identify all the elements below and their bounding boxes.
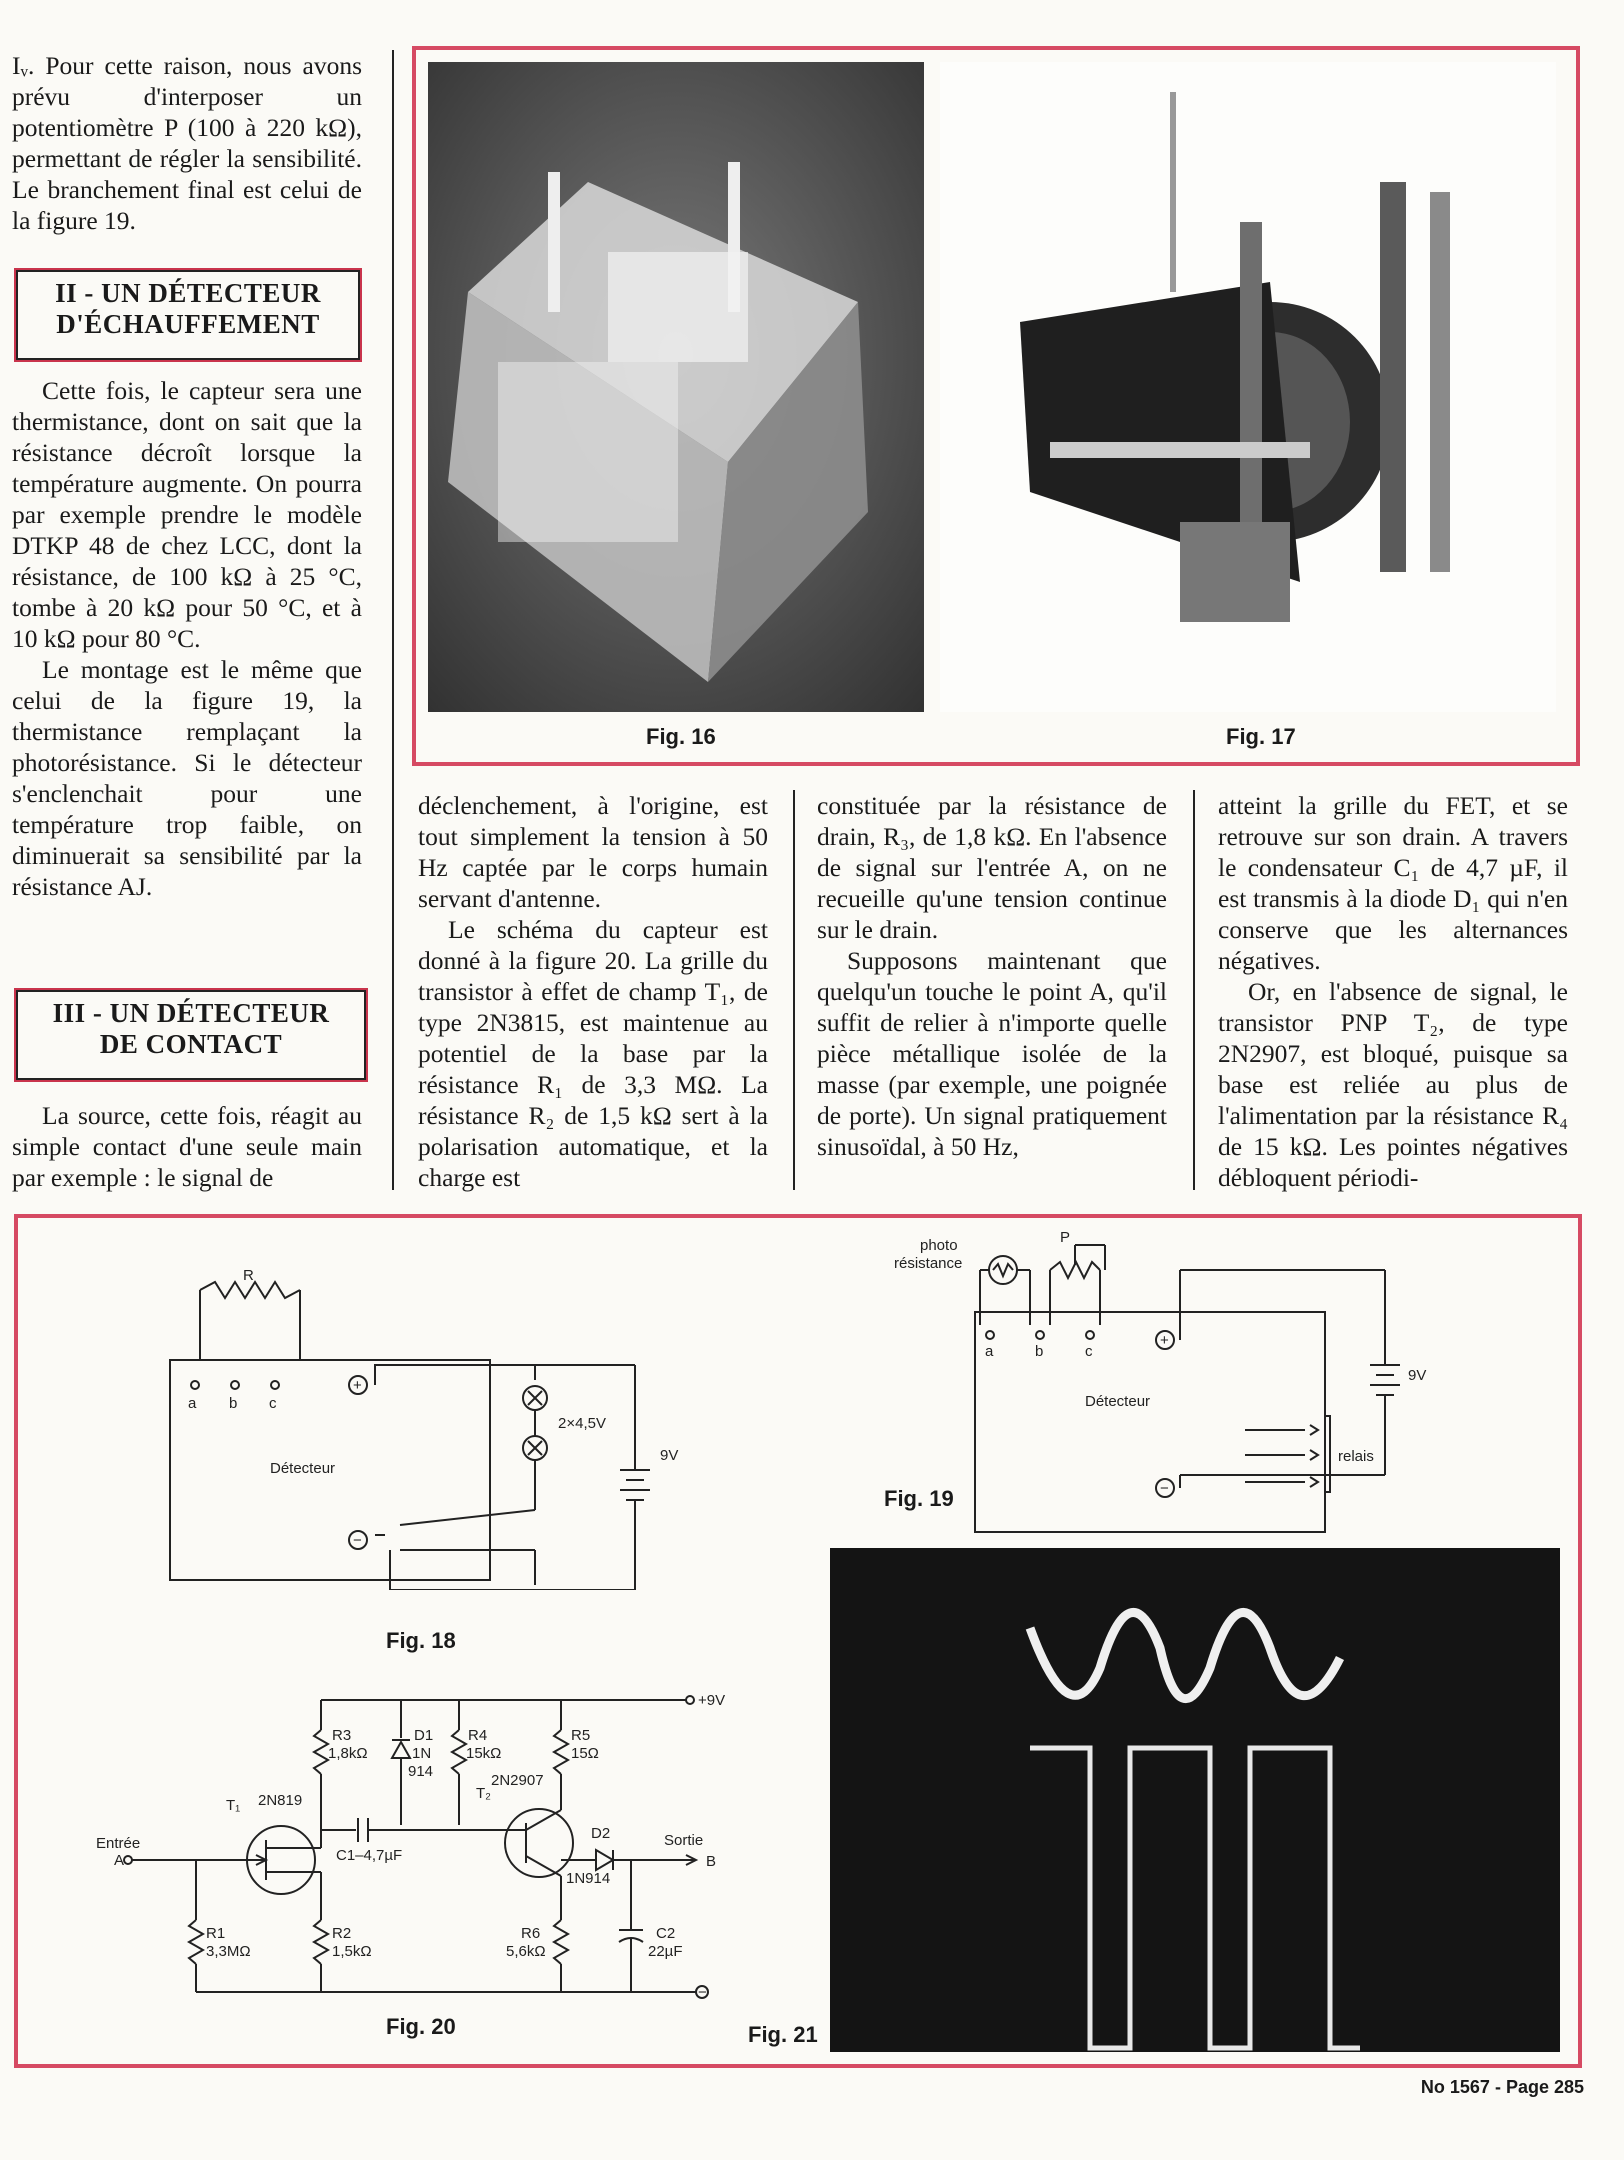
fig19-p-label: P xyxy=(1060,1230,1071,1246)
fig20-schematic xyxy=(96,1680,736,2020)
fig16-relay-photo xyxy=(428,62,924,712)
fig20-r5-label: R5 xyxy=(571,1727,591,1744)
fig20-r3-value: 1,8kΩ xyxy=(328,1745,368,1762)
fig19-c-label: c xyxy=(1085,1343,1093,1360)
fig20-d2-label: D2 xyxy=(591,1825,611,1842)
fig20-b-label: B xyxy=(706,1853,717,1870)
page-footer: No 1567 - Page 285 xyxy=(1420,2077,1584,2097)
fig18-schematic xyxy=(150,1250,730,1590)
fig20-d1-value1: 1N xyxy=(412,1745,432,1762)
fig20-c2-value: 22µF xyxy=(648,1943,683,1960)
fig17-relay-mechanism-photo xyxy=(940,62,1556,712)
fig20-caption: Fig. 20 xyxy=(386,2014,456,2039)
fig19-minus-label: − xyxy=(1160,1480,1169,1497)
fig20-r4-value: 15kΩ xyxy=(466,1745,502,1762)
fig21-caption: Fig. 21 xyxy=(748,2022,818,2047)
heading-detecteur-echauffement xyxy=(16,270,360,360)
column-rule-1 xyxy=(392,50,394,1190)
fig19-detecteur-label: Détecteur xyxy=(1085,1393,1151,1410)
fig20-r1-value: 3,3MΩ xyxy=(206,1943,251,1960)
column-1-tail xyxy=(12,1100,362,1193)
fig19-plus-label: + xyxy=(1160,1332,1169,1349)
col1-p3: Le montage est le même que celui de la figure 19, la thermistance remplaçant la photorésistance. Si le détecteur s'enclenchait pour une température trop faible, on diminuerait sa sensibilité par la résistance AJ. xyxy=(12,655,362,901)
fig20-r5-value: 15Ω xyxy=(571,1745,599,1762)
fig20-r2-value: 1,5kΩ xyxy=(332,1943,372,1960)
column-1 xyxy=(12,50,362,236)
fig18-lamps-label: 2×4,5V xyxy=(558,1415,606,1432)
fig20-r1-label: R1 xyxy=(206,1925,226,1942)
column-3 xyxy=(817,790,1167,1162)
fig21-oscilloscope-trace xyxy=(830,1548,1560,2052)
column-2 xyxy=(418,790,768,1193)
fig20-vplus-label: +9V xyxy=(698,1692,726,1709)
fig20-r6-label: R6 xyxy=(521,1925,541,1942)
fig19-a-label: a xyxy=(985,1343,994,1360)
fig20-sortie-label: Sortie xyxy=(664,1832,704,1849)
heading2-line2: D'ÉCHAUFFEMENT xyxy=(56,309,320,339)
fig20-t1-label: T₁ xyxy=(226,1797,241,1814)
heading3-line2: DE CONTACT xyxy=(99,1029,283,1059)
fig18-plus-label: + xyxy=(353,1377,362,1394)
fig18-a-label: a xyxy=(188,1395,197,1412)
fig20-r3-label: R3 xyxy=(332,1727,352,1744)
fig18-caption: Fig. 18 xyxy=(386,1628,456,1653)
heading3-line1: III - UN DÉTECTEUR xyxy=(52,998,330,1028)
heading2-line1: II - UN DÉTECTEUR xyxy=(55,278,321,308)
col4-p1: atteint la grille du FET, et se retrouve sur son drain. A travers le condensateur C₁ de 4,7 µF, il est transmis à la diode D₁ qui n'en conserve que les alternances négatives. xyxy=(1218,791,1568,975)
fig20-c2-label: C2 xyxy=(656,1925,676,1942)
col2-p2: Le schéma du capteur est donné à la figure 20. La grille du transistor à effet de champ T₁, de type 2N3815, est maintenue au potentiel de la base par la résistance R₁ de 3,3 MΩ. La résistance R₂ de 1,5 kΩ sert à la polarisation automatique, et la charge est xyxy=(418,915,768,1192)
col1-intro: Iᵥ. Pour cette raison, nous avons prévu d'interposer un potentiomètre P (100 à 220 kΩ), permettant de régler la sensibilité. Le branchement final est celui de la figure 19. xyxy=(12,51,362,235)
fig19-b-label: b xyxy=(1035,1343,1044,1360)
col1-p2: Cette fois, le capteur sera une thermistance, dont on sait que la résistance décroît lorsque la température augmente. On pourra par exemple prendre le modèle DTKP 48 de chez LCC, dont la résistance, de 100 kΩ à 25 °C, tombe à 20 kΩ pour 50 °C, et à 10 kΩ pour 80 °C. xyxy=(12,376,362,653)
column-4 xyxy=(1218,790,1568,1193)
heading-detecteur-contact xyxy=(16,990,366,1080)
fig20-r4-label: R4 xyxy=(468,1727,488,1744)
fig20-c1-label: C1–4,7µF xyxy=(336,1847,403,1864)
fig18-r-label: R xyxy=(243,1267,254,1284)
fig18-b-label: b xyxy=(229,1395,238,1412)
col4-p2: Or, en l'absence de signal, le transistor PNP T₂, de type 2N2907, est bloqué, puisque sa base est reliée au plus de l'alimentation par la résistance R₄ de 15 kΩ. Les pointes négatives débloquent périodi- xyxy=(1218,977,1568,1192)
col2-p1: déclenchement, à l'origine, est tout simplement la tension à 50 Hz captée par le corps humain servant d'antenne. xyxy=(418,791,768,913)
col3-p1: constituée par la résistance de drain, R₃, de 1,8 kΩ. En l'absence de signal sur l'entrée A, on ne recueille qu'une tension continue sur le drain. xyxy=(817,791,1167,944)
fig20-d2-value: 1N914 xyxy=(566,1870,611,1887)
fig20-r6-value: 5,6kΩ xyxy=(506,1943,546,1960)
col3-p2: Supposons maintenant que quelqu'un touche le point A, qu'il suffit de relier à n'importe quelle pièce métallique isolée de la masse (par exemple, une poignée de porte). Un signal pratiquement sinusoïdal, à 50 Hz, xyxy=(817,946,1167,1161)
fig20-t2-label: T₂ xyxy=(476,1785,491,1802)
fig20-a-label: A xyxy=(114,1852,125,1869)
fig16-caption: Fig. 16 xyxy=(646,724,716,749)
fig18-batt-label: 9V xyxy=(660,1447,679,1464)
fig17-caption: Fig. 17 xyxy=(1226,724,1296,749)
fig20-d1-value2: 914 xyxy=(408,1763,434,1780)
fig20-t2-value: 2N2907 xyxy=(491,1772,544,1789)
fig20-t1-value: 2N819 xyxy=(258,1792,303,1809)
fig20-r2-label: R2 xyxy=(332,1925,352,1942)
col1-p4: La source, cette fois, réagit au simple contact d'une seule main par exemple : le signal de xyxy=(12,1101,362,1192)
column-rule-2 xyxy=(793,790,795,1190)
fig19-relais-label: relais xyxy=(1338,1448,1374,1465)
fig19-batt-label: 9V xyxy=(1408,1367,1427,1384)
fig19-photo-label: photo xyxy=(920,1237,958,1254)
fig20-entree-label: Entrée xyxy=(96,1835,141,1852)
fig19-caption: Fig. 19 xyxy=(884,1486,954,1511)
column-1-body xyxy=(12,375,362,902)
fig18-detecteur-label: Détecteur xyxy=(270,1460,336,1477)
fig20-d1-label: D1 xyxy=(414,1727,434,1744)
fig18-minus-label: − xyxy=(353,1532,362,1549)
fig18-c-label: c xyxy=(269,1395,277,1412)
fig19-resistance-label: résistance xyxy=(894,1255,963,1272)
column-rule-3 xyxy=(1193,790,1195,1190)
fig19-schematic xyxy=(880,1230,1460,1540)
fig20-ground-label: − xyxy=(698,1984,707,2001)
